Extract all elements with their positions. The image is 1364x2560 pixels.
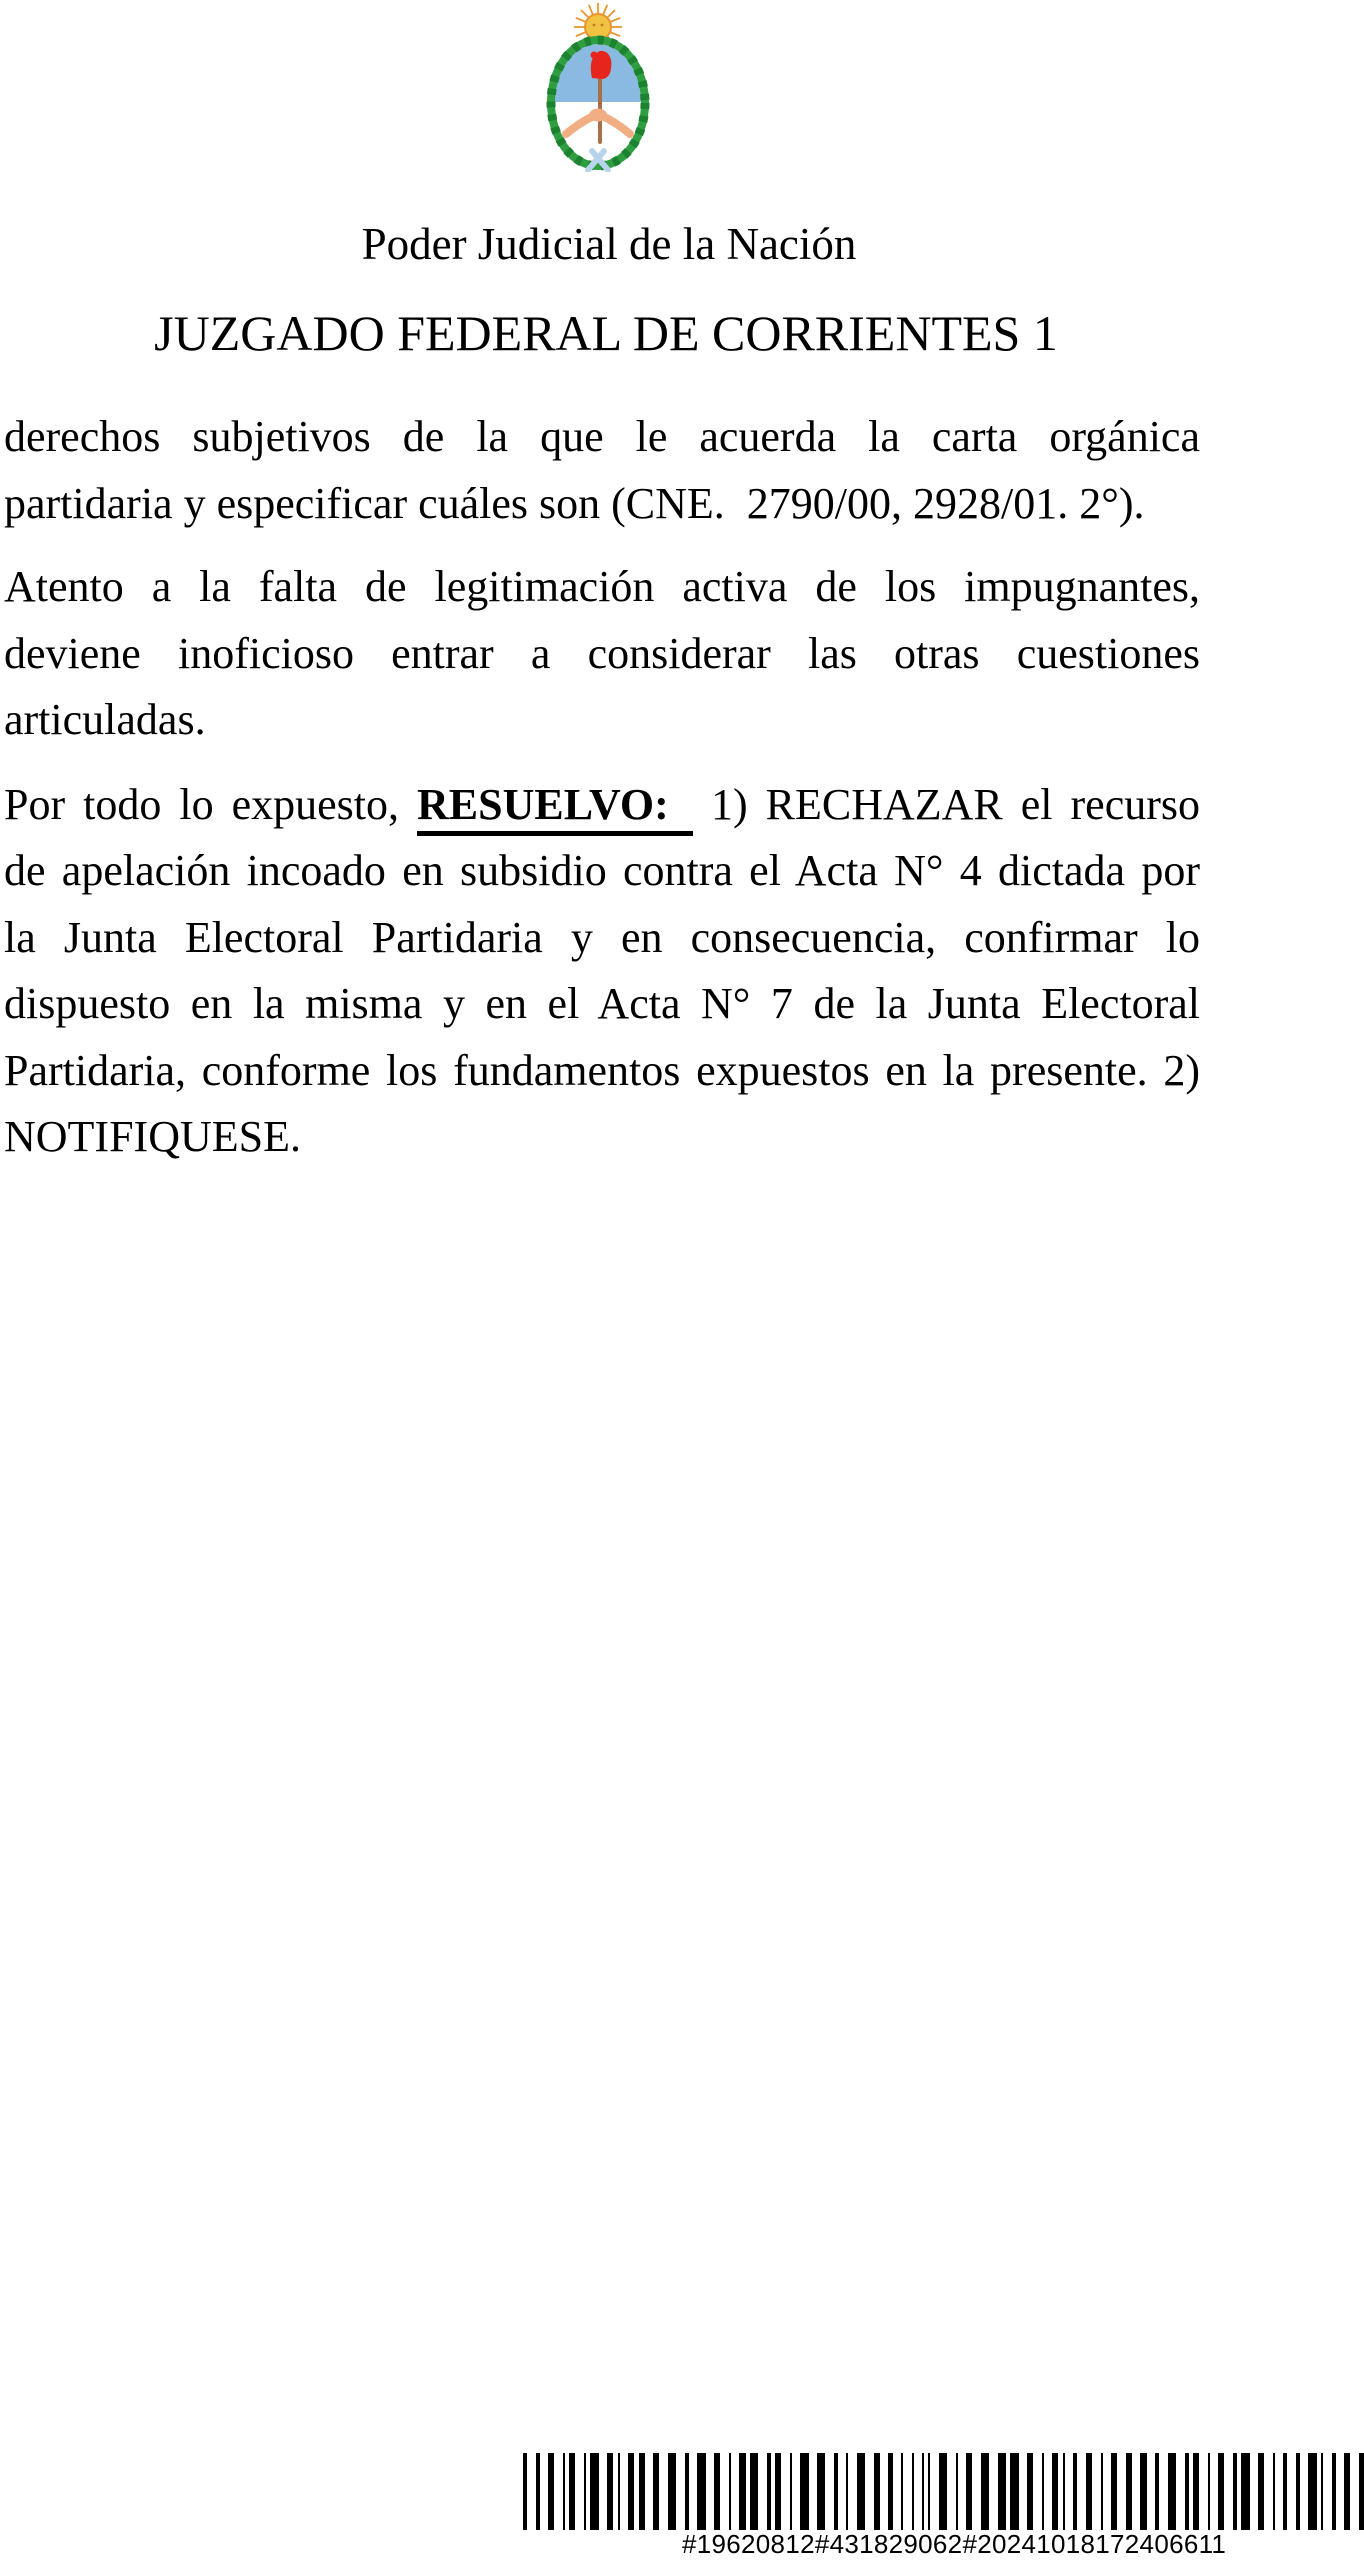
text-line: de apelación incoado en subsidio contra el Acta N° 4 dictada por <box>4 846 1200 895</box>
text-line: derechos subjetivos de la que le acuerda la carta orgánica <box>4 412 1200 461</box>
text-line: la Junta Electoral Partidaria y en consecuencia, confirmar lo <box>4 912 1200 962</box>
institution-title: Poder Judicial de la Nación <box>361 219 857 269</box>
ruling-line1-rest: 1) RECHAZAR el recurso <box>692 779 1201 829</box>
argentina-coat-of-arms-icon <box>544 2 652 172</box>
text-line: Atento a la falta de legitimación activa de los impugnantes, <box>4 562 1200 611</box>
resolution-body <box>4 404 1200 1171</box>
text-line: dispuesto en la misma y en el Acta N° 7 de la Junta Electoral <box>4 979 1200 1028</box>
resuelvo-keyword: RESUELVO: <box>417 780 693 836</box>
paragraph-ruling <box>4 772 1200 1171</box>
ruling-prefix: Por todo lo expuesto, <box>4 779 417 829</box>
sun-eye-left <box>593 24 596 27</box>
phrygian-cap-fold <box>591 52 598 59</box>
text-line: deviene inoficioso entrar a considerar las otras cuestiones <box>4 628 1200 678</box>
paragraph-rights <box>4 404 1200 537</box>
text-line: Partidaria, conforme los fundamentos expuestos en la presente. 2) <box>4 1045 1200 1095</box>
clasped-hands <box>589 109 607 122</box>
sun-eye-right <box>601 24 604 27</box>
court-title: JUZGADO FEDERAL DE CORRIENTES 1 <box>154 305 1058 361</box>
text-line: partidaria y especificar cuáles son (CNE. 2790/00, 2928/01. 2°). <box>4 478 1145 528</box>
paragraph-standing <box>4 554 1200 754</box>
text-line-resuelvo <box>4 772 1200 839</box>
text-line: NOTIFIQUESE. <box>4 1112 301 1161</box>
text-line: articuladas. <box>4 695 206 744</box>
barcode-value: #19620812#431829062#20241018172406611 <box>682 2529 1227 2559</box>
barcode <box>523 2453 1364 2530</box>
